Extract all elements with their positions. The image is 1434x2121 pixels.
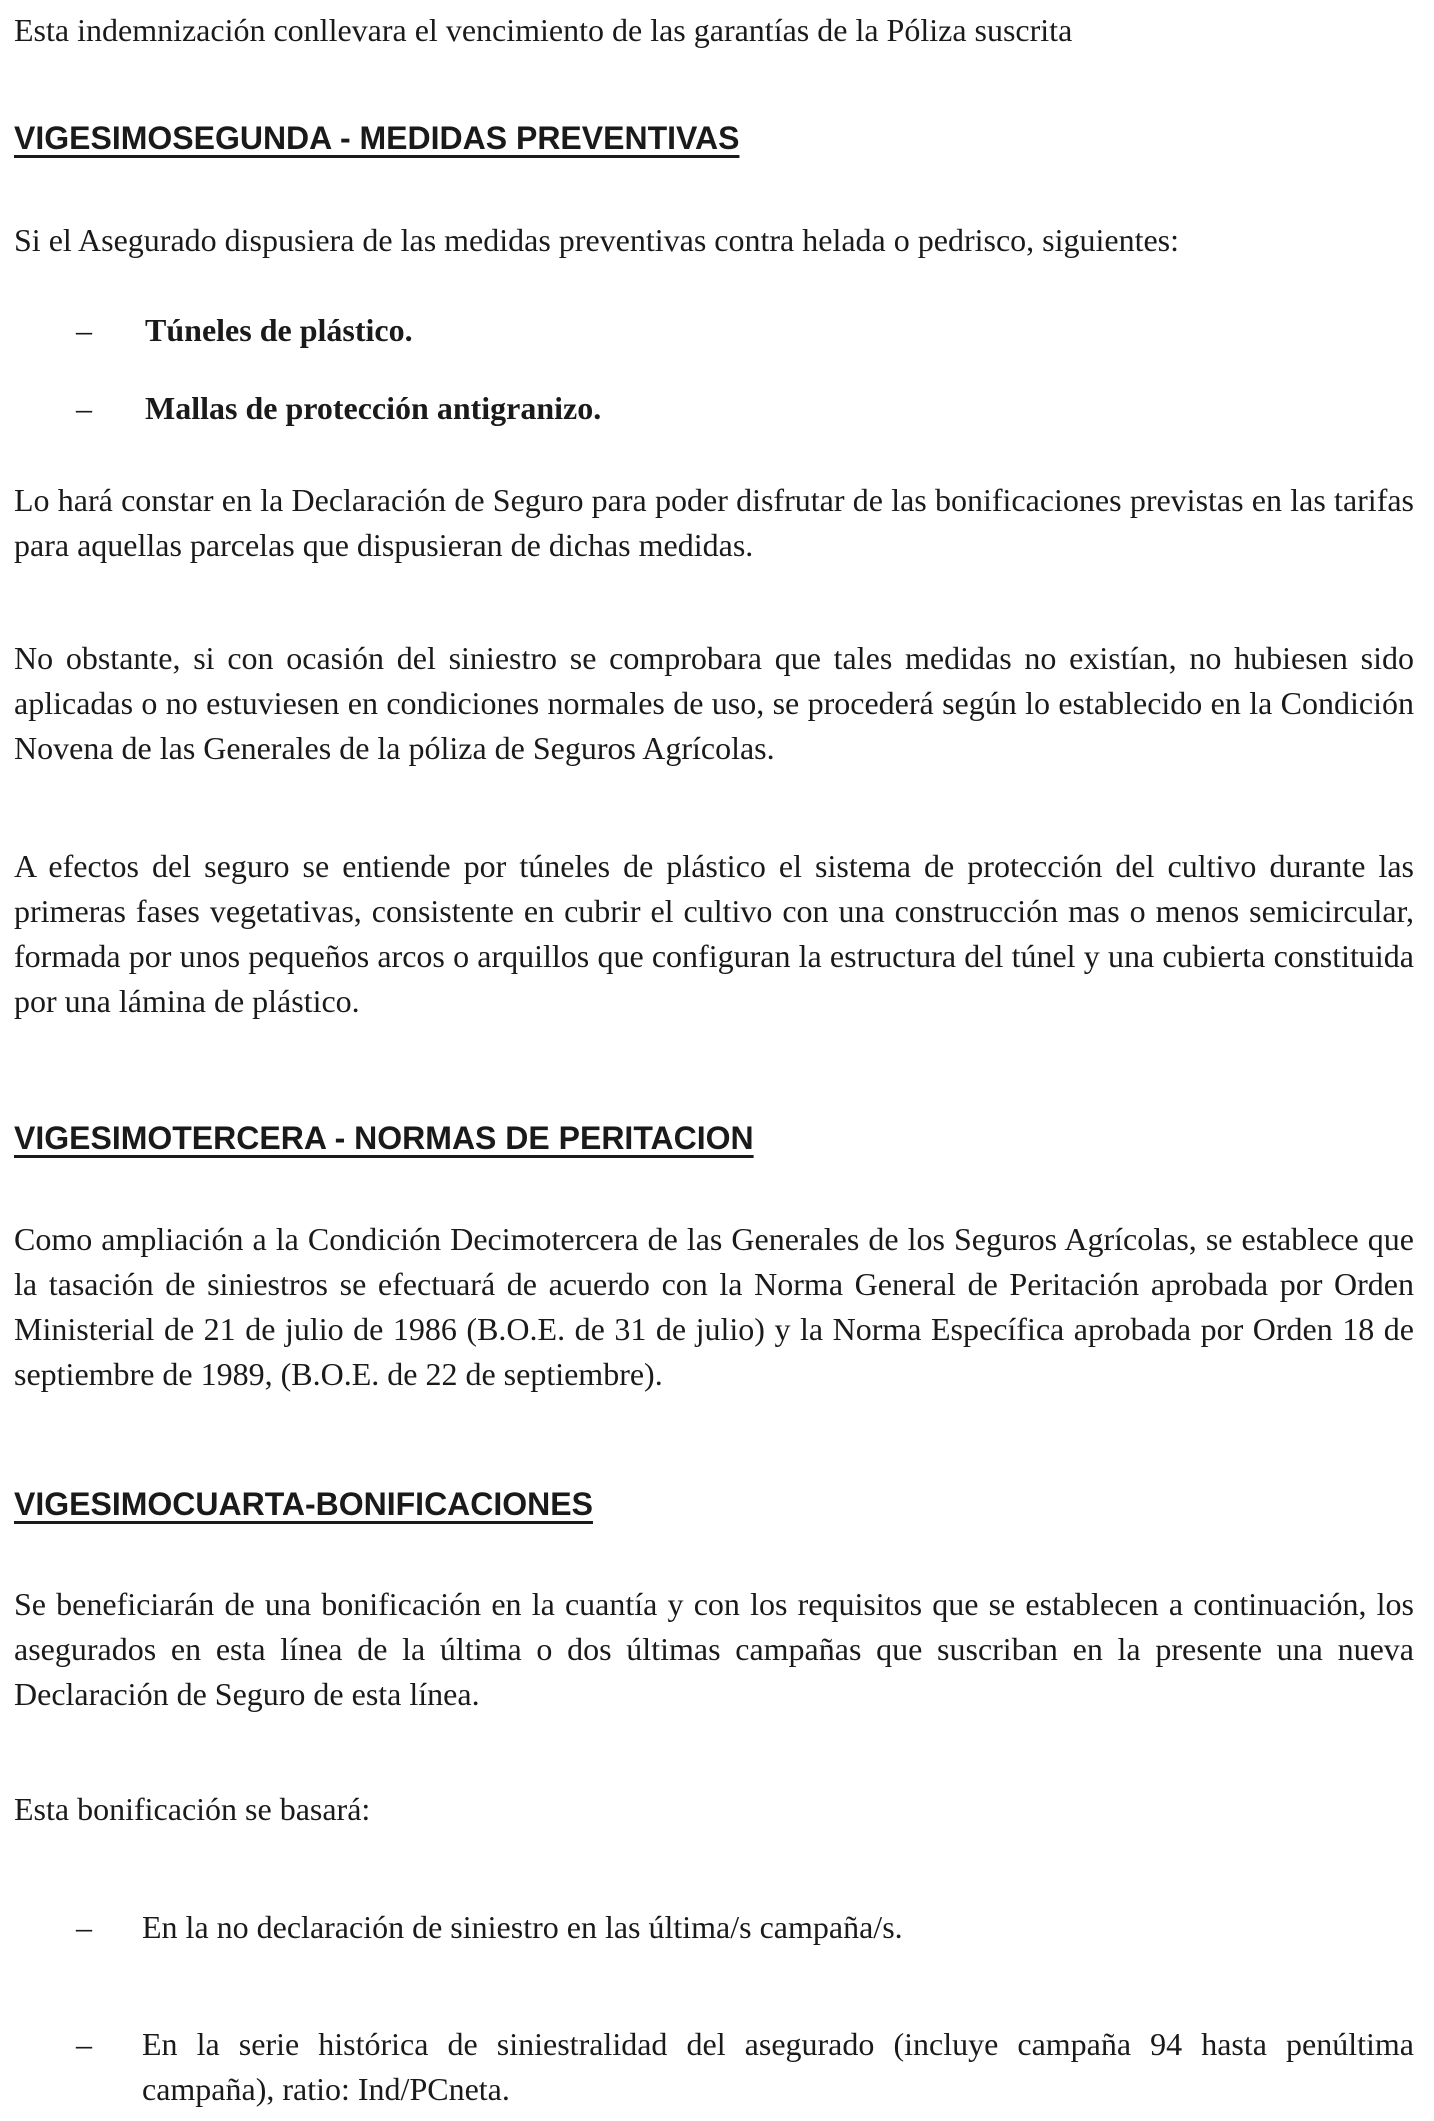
- bullet-text: Túneles de plástico.: [145, 312, 413, 348]
- s24-paragraph-1: Se beneficiarán de una bonificación en la cuantía y con los requisitos que se establecen a continuación, los asegurados en esta línea de la última o dos últimas campañas que suscriban en la presente una nueva Declaración de Seguro de esta línea.: [14, 1586, 1414, 1712]
- heading-vigesimocuarta: VIGESIMOCUARTA-BONIFICACIONES: [14, 1486, 593, 1522]
- s22-paragraph-2: Lo hará constar en la Declaración de Seguro para poder disfrutar de las bonificaciones previstas en las tarifas para aquellas parcelas que dispusieran de dichas medidas.: [14, 482, 1414, 563]
- s22-paragraph-3: No obstante, si con ocasión del siniestro se comprobara que tales medidas no existían, no hubiesen sido aplicadas o no estuviesen en condiciones normales de uso, se procederá según lo establecido en la Condición Novena de las Generales de la póliza de Seguros Agrícolas.: [14, 640, 1414, 766]
- bullet-text: Mallas de protección antigranizo.: [145, 390, 602, 426]
- s23-paragraph-1: Como ampliación a la Condición Decimotercera de las Generales de los Seguros Agrícolas, se establece que la tasación de siniestros se efectuará de acuerdo con la Norma General de Peritación aprobada por Orden Ministerial de 21 de julio de 1986 (B.O.E. de 31 de julio) y la Norma Específica aprobada por Orden 18 de septiembre de 1989, (B.O.E. de 22 de septiembre).: [14, 1221, 1414, 1392]
- bullet-dash: –: [76, 1909, 92, 1945]
- bullet-dash: –: [76, 312, 92, 348]
- bullet-dash: –: [76, 390, 92, 426]
- s24-paragraph-2: Esta bonificación se basará:: [14, 1791, 371, 1827]
- intro-line: Esta indemnización conllevara el vencimiento de las garantías de la Póliza suscrita: [14, 12, 1073, 48]
- bullet-text: En la no declaración de siniestro en las última/s campaña/s.: [142, 1909, 903, 1945]
- bullet-dash: –: [76, 2026, 92, 2062]
- s22-paragraph-1: Si el Asegurado dispusiera de las medidas preventivas contra helada o pedrisco, siguientes:: [14, 222, 1180, 258]
- s22-paragraph-4: A efectos del seguro se entiende por túneles de plástico el sistema de protección del cultivo durante las primeras fases vegetativas, consistente en cubrir el cultivo con una construcción mas o menos semicircular, formada por unos pequeños arcos o arquillos que configuran la estructura del túnel y una cubierta constituida por una lámina de plástico.: [14, 848, 1414, 1019]
- bullet-text: En la serie histórica de siniestralidad del asegurado (incluye campaña 94 hasta penúltima campaña), ratio: Ind/PCneta.: [142, 2026, 1414, 2107]
- heading-vigesimotercera: VIGESIMOTERCERA - NORMAS DE PERITACION: [14, 1120, 754, 1156]
- heading-vigesimosegunda: VIGESIMOSEGUNDA - MEDIDAS PREVENTIVAS: [14, 120, 740, 156]
